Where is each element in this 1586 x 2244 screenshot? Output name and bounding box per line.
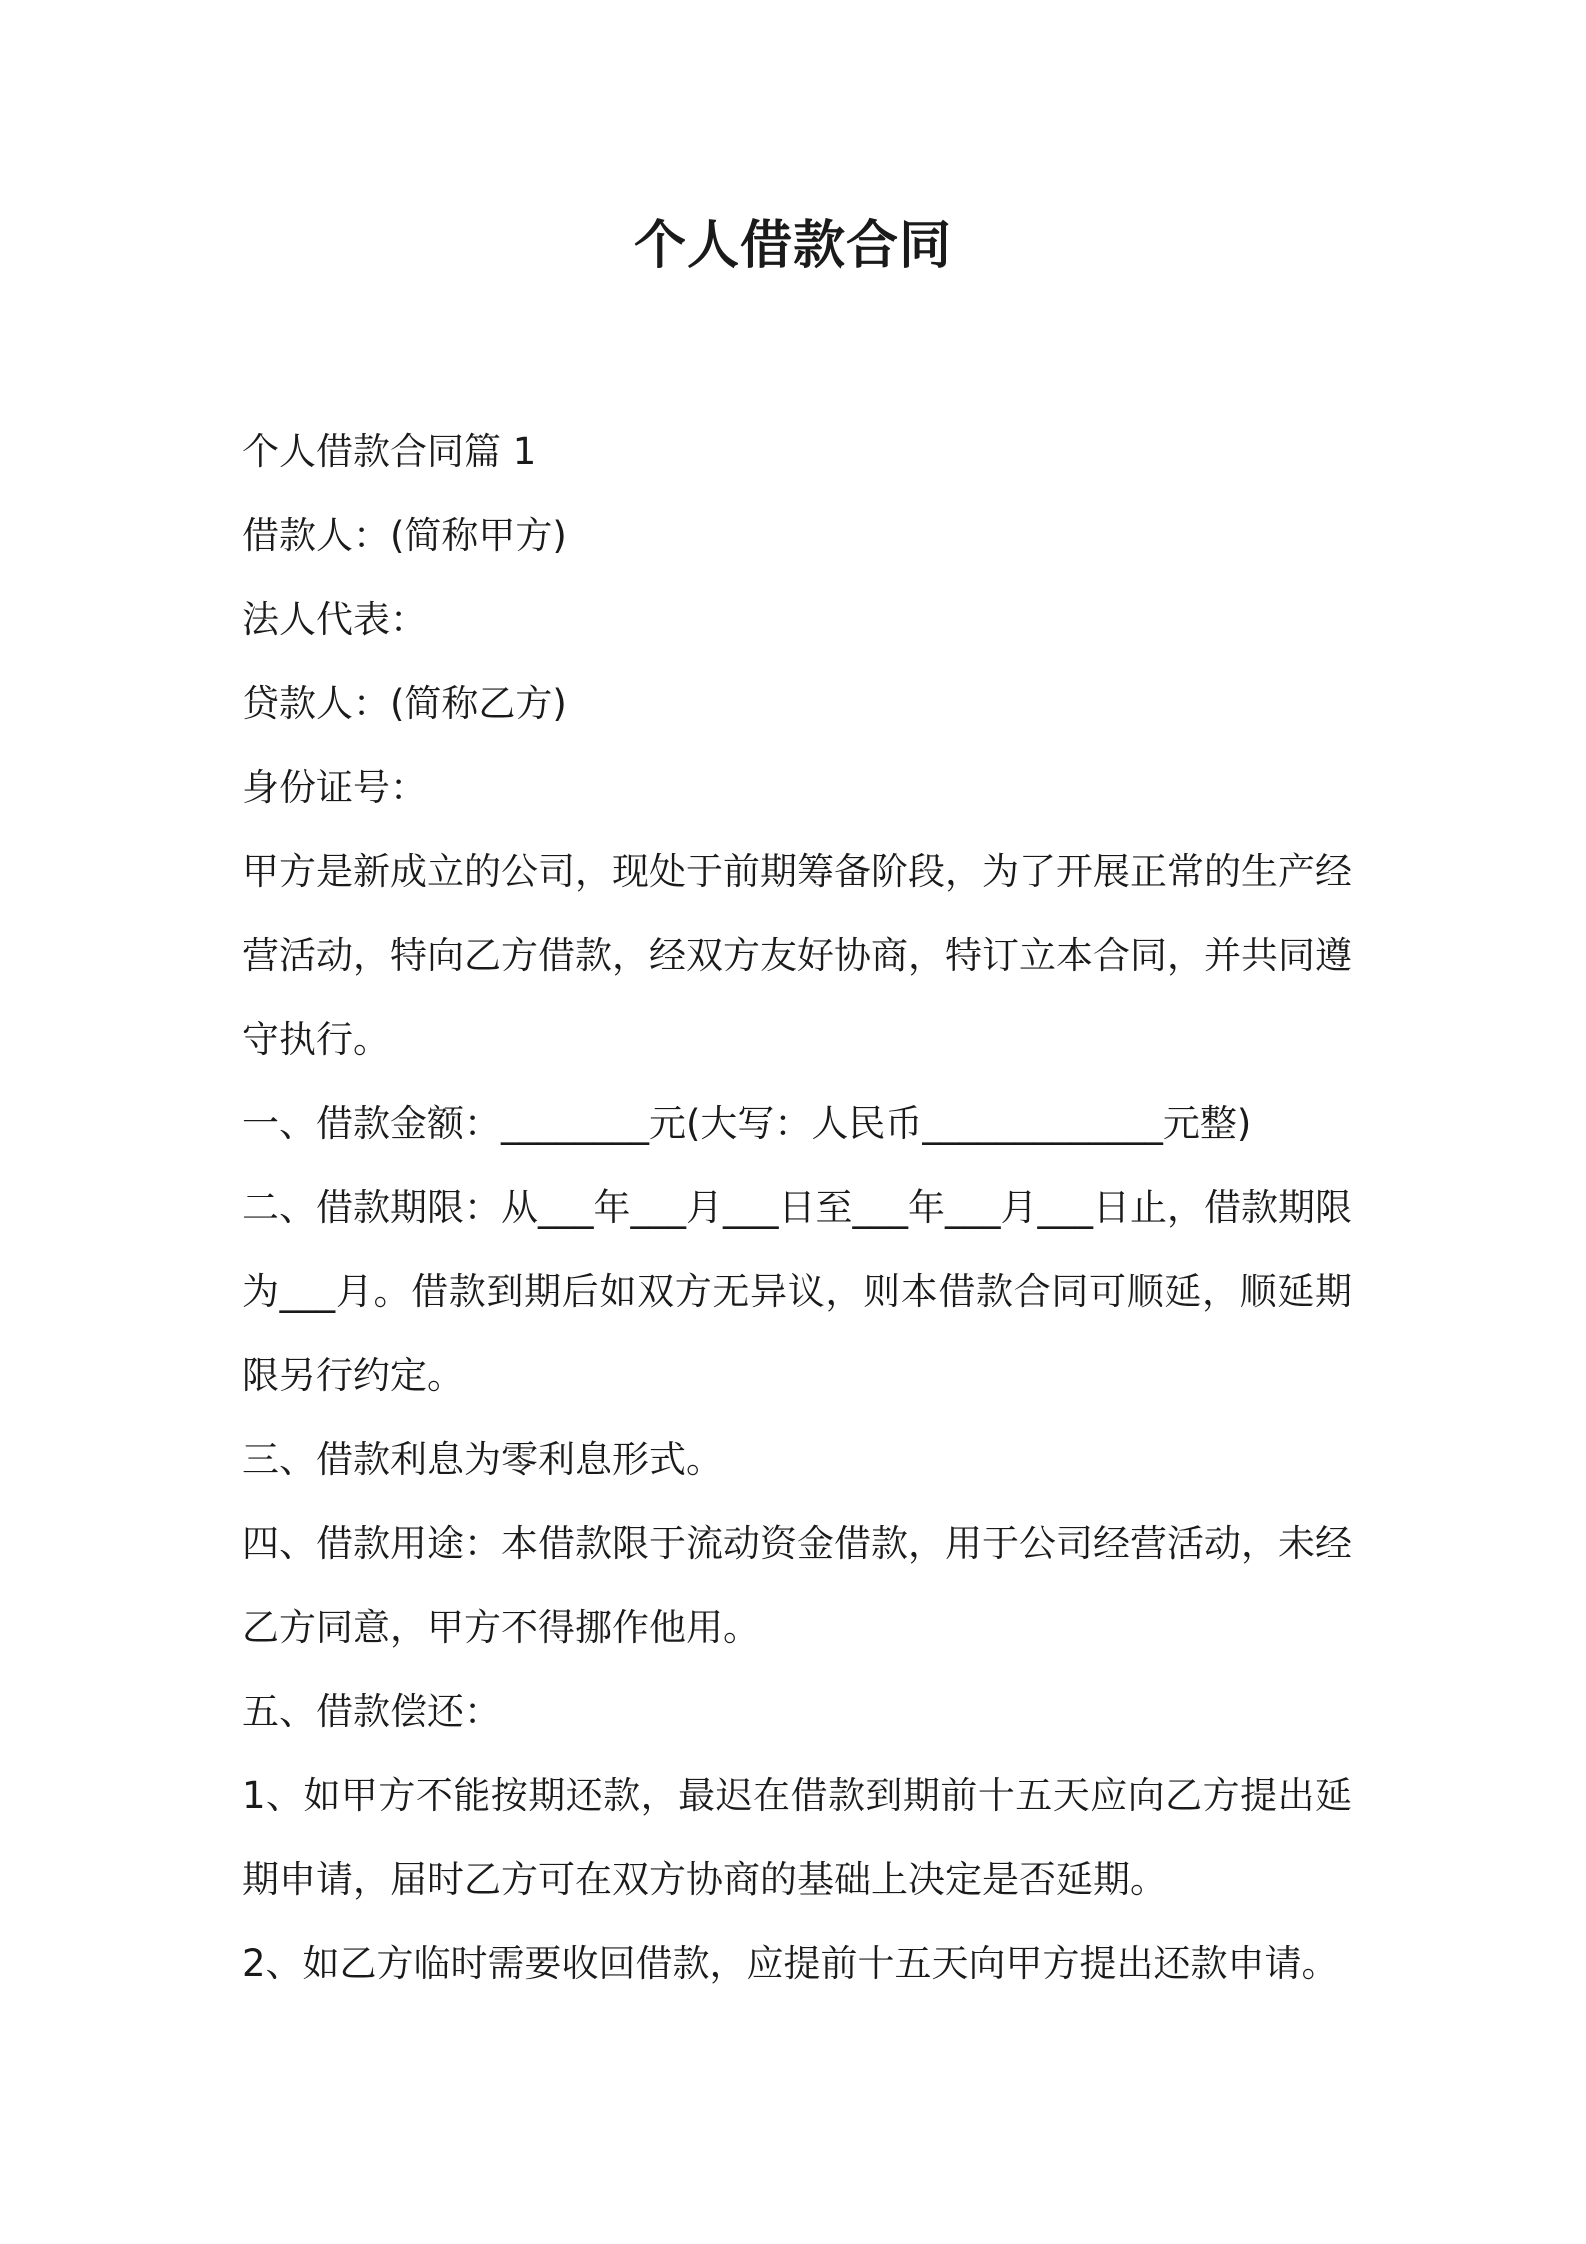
- lender-field: 贷款人：(简称乙方): [242, 682, 567, 725]
- clause-loan-term: 二、借款期限：从___年___月___日至___年___月___日止，借款期限为___月。借款到期后如双方无异议，则本借款合同可顺延，顺延期限另行约定。: [242, 1186, 1352, 1397]
- document-title: 个人借款合同: [633, 216, 952, 276]
- clause-repayment-item-2: 2、如乙方临时需要收回借款，应提前十五天向甲方提出还款申请。: [242, 1942, 1339, 1985]
- id-number-field: 身份证号：: [242, 766, 427, 809]
- section-heading: 个人借款合同篇 1: [242, 430, 537, 473]
- clause-repayment-item-1: 1、如甲方不能按期还款，最迟在借款到期前十五天应向乙方提出延期申请，届时乙方可在双方协商的基础上决定是否延期。: [242, 1774, 1352, 1901]
- legal-rep-field: 法人代表：: [242, 598, 427, 641]
- clause-interest: 三、借款利息为零利息形式。: [242, 1438, 723, 1481]
- clause-repayment-heading: 五、借款偿还：: [242, 1690, 501, 1733]
- intro-paragraph: 甲方是新成立的公司，现处于前期筹备阶段，为了开展正常的生产经营活动，特向乙方借款，经双方友好协商，特订立本合同，并共同遵守执行。: [242, 850, 1352, 1061]
- borrower-field: 借款人：(简称甲方): [242, 514, 567, 557]
- clause-loan-purpose: 四、借款用途：本借款限于流动资金借款，用于公司经营活动，未经乙方同意，甲方不得挪作他用。: [242, 1522, 1352, 1649]
- clause-loan-amount: 一、借款金额：________元(大写：人民币_____________元整): [242, 1102, 1252, 1145]
- document-body: [242, 410, 1352, 2006]
